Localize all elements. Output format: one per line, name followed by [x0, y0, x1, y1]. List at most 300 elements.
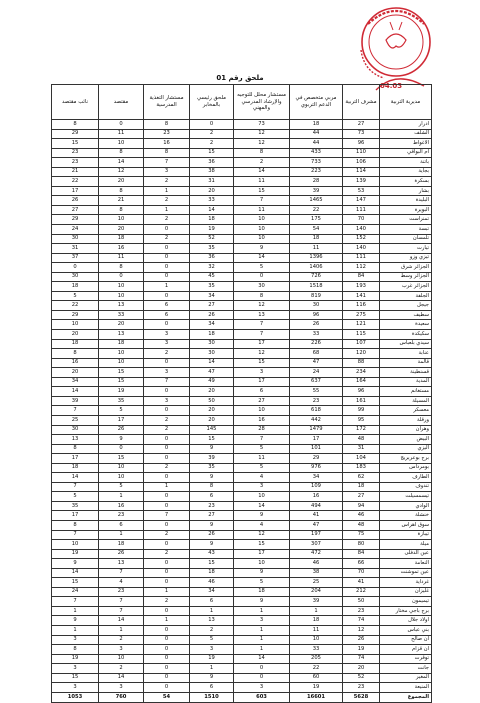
value-cell: 16 [234, 415, 290, 425]
value-cell: 15 [99, 454, 144, 464]
table-row [52, 301, 432, 311]
value-cell: 0 [144, 225, 190, 235]
value-cell: 17 [234, 377, 290, 387]
value-cell: 0 [144, 320, 190, 330]
directorate-cell: الشلف [380, 129, 432, 139]
value-cell: 14 [52, 387, 99, 397]
value-cell: 14 [234, 501, 290, 511]
value-cell: 2 [99, 664, 144, 674]
value-cell: 27 [343, 120, 380, 130]
value-cell: 30 [190, 339, 234, 349]
table-row [52, 444, 432, 454]
value-cell: 52 [343, 673, 380, 683]
value-cell: 3 [234, 616, 290, 626]
total-value: 1510 [190, 692, 234, 702]
value-cell: 1 [144, 282, 190, 292]
value-cell: 46 [343, 511, 380, 521]
value-cell: 204 [290, 587, 343, 597]
value-cell: 30 [52, 425, 99, 435]
value-cell: 35 [99, 396, 144, 406]
value-cell: 2 [144, 549, 190, 559]
value-cell: 10 [99, 282, 144, 292]
value-cell: 37 [52, 253, 99, 263]
table-row [52, 282, 432, 292]
value-cell: 21 [52, 167, 99, 177]
table-row [52, 530, 432, 540]
directorate-cell: ام البواقي [380, 148, 432, 158]
value-cell: 38 [190, 167, 234, 177]
total-value: 54 [144, 692, 190, 702]
table-row [52, 473, 432, 483]
value-cell: 26 [190, 530, 234, 540]
column-header: مستشار محلل للتوجيه والإرشاد المدرسي والمهني [234, 85, 290, 120]
value-cell: 1396 [290, 253, 343, 263]
value-cell: 15 [190, 148, 234, 158]
value-cell: 18 [190, 568, 234, 578]
value-cell: 0 [144, 244, 190, 254]
directorate-cell: البويرة [380, 205, 432, 215]
value-cell: 13 [190, 616, 234, 626]
table-row [52, 368, 432, 378]
value-cell: 27 [234, 396, 290, 406]
value-cell: 10 [234, 406, 290, 416]
value-cell: 2 [144, 177, 190, 187]
value-cell: 1479 [290, 425, 343, 435]
table-row [52, 320, 432, 330]
table-row [52, 310, 432, 320]
directorate-cell: عنابة [380, 349, 432, 359]
value-cell: 140 [343, 225, 380, 235]
value-cell: 0 [144, 540, 190, 550]
table-row [52, 186, 432, 196]
value-cell: 34 [190, 320, 234, 330]
value-cell: 46 [290, 559, 343, 569]
value-cell: 0 [144, 568, 190, 578]
value-cell: 43 [190, 549, 234, 559]
value-cell: 26 [99, 425, 144, 435]
value-cell: 3 [234, 683, 290, 693]
value-cell: 6 [190, 683, 234, 693]
value-cell: 14 [52, 473, 99, 483]
value-cell: 55 [290, 387, 343, 397]
directorate-cell: المنيعة [380, 683, 432, 693]
value-cell: 6 [190, 597, 234, 607]
total-value: 1053 [52, 692, 99, 702]
value-cell: 12 [234, 530, 290, 540]
value-cell: 733 [290, 158, 343, 168]
value-cell: 35 [190, 463, 234, 473]
value-cell: 23 [99, 587, 144, 597]
directorate-cell: اولاد جلال [380, 616, 432, 626]
value-cell: 10 [99, 291, 144, 301]
value-cell: 11 [99, 129, 144, 139]
total-value: 16601 [290, 692, 343, 702]
column-header: مديرية التربية [380, 85, 432, 120]
directorate-cell: تيبازة [380, 530, 432, 540]
value-cell: 9 [234, 568, 290, 578]
total-label: المجموع [380, 692, 432, 702]
value-cell: 23 [99, 511, 144, 521]
value-cell: 14 [190, 358, 234, 368]
value-cell: 2 [144, 215, 190, 225]
value-cell: 15 [99, 377, 144, 387]
value-cell: 88 [343, 358, 380, 368]
value-cell: 35 [52, 501, 99, 511]
directorate-cell: تيزي وزو [380, 253, 432, 263]
directorate-cell: تلمسان [380, 234, 432, 244]
directorate-cell: الجزائر غرب [380, 282, 432, 292]
column-header: نائب مقتصد [52, 85, 99, 120]
value-cell: 19 [290, 683, 343, 693]
value-cell: 9 [190, 673, 234, 683]
value-cell: 2 [144, 463, 190, 473]
directorate-cell: برج بوعريريج [380, 454, 432, 464]
value-cell: 1 [290, 606, 343, 616]
column-header: مشرف التربية [343, 85, 380, 120]
value-cell: 2 [190, 625, 234, 635]
value-cell: 96 [290, 310, 343, 320]
value-cell: 15 [234, 358, 290, 368]
value-cell: 9 [52, 559, 99, 569]
value-cell: 20 [52, 330, 99, 340]
value-cell: 0 [144, 358, 190, 368]
value-cell: 9 [52, 616, 99, 626]
value-cell: 27 [190, 301, 234, 311]
value-cell: 140 [343, 244, 380, 254]
value-cell: 20 [190, 415, 234, 425]
value-cell: 3 [99, 645, 144, 655]
value-cell: 0 [144, 606, 190, 616]
total-value: 5628 [343, 692, 380, 702]
value-cell: 95 [343, 415, 380, 425]
value-cell: 145 [190, 425, 234, 435]
value-cell: 12 [234, 349, 290, 359]
value-cell: 7 [52, 482, 99, 492]
directorate-cell: الوادي [380, 501, 432, 511]
table-row [52, 396, 432, 406]
value-cell: 6 [234, 387, 290, 397]
value-cell: 3 [144, 368, 190, 378]
value-cell: 5 [234, 463, 290, 473]
directorate-cell: بومرداس [380, 463, 432, 473]
value-cell: 35 [190, 282, 234, 292]
value-cell: 2 [144, 196, 190, 206]
value-cell: 0 [144, 578, 190, 588]
table-row [52, 415, 432, 425]
value-cell: 9 [234, 597, 290, 607]
value-cell: 18 [190, 330, 234, 340]
value-cell: 13 [52, 435, 99, 445]
table-row [52, 664, 432, 674]
value-cell: 5 [234, 444, 290, 454]
value-cell: 52 [190, 234, 234, 244]
value-cell: 17 [52, 454, 99, 464]
value-cell: 10 [290, 635, 343, 645]
value-cell: 0 [144, 673, 190, 683]
table-row [52, 406, 432, 416]
value-cell: 18 [234, 587, 290, 597]
value-cell: 8 [144, 148, 190, 158]
value-cell: 7 [52, 406, 99, 416]
value-cell: 10 [99, 139, 144, 149]
value-cell: 84 [343, 272, 380, 282]
value-cell: 10 [234, 215, 290, 225]
table-row [52, 330, 432, 340]
directorate-cell: قسنطينة [380, 368, 432, 378]
table-row [52, 501, 432, 511]
value-cell: 22 [290, 205, 343, 215]
value-cell: 39 [52, 396, 99, 406]
value-cell: 3 [144, 330, 190, 340]
directorate-cell: غليزان [380, 587, 432, 597]
value-cell: 2 [190, 129, 234, 139]
table-row [52, 540, 432, 550]
table-row [52, 177, 432, 187]
value-cell: 618 [290, 406, 343, 416]
value-cell: 60 [290, 673, 343, 683]
value-cell: 30 [234, 282, 290, 292]
value-cell: 14 [99, 616, 144, 626]
table-row [52, 244, 432, 254]
value-cell: 307 [290, 540, 343, 550]
value-cell: 8 [234, 148, 290, 158]
value-cell: 5 [234, 578, 290, 588]
value-cell: 16 [144, 139, 190, 149]
value-cell: 197 [290, 530, 343, 540]
value-cell: 726 [290, 272, 343, 282]
value-cell: 107 [343, 339, 380, 349]
value-cell: 20 [52, 368, 99, 378]
value-cell: 16 [99, 244, 144, 254]
total-value: 603 [234, 692, 290, 702]
value-cell: 9 [234, 511, 290, 521]
value-cell: 31 [52, 244, 99, 254]
value-cell: 9 [190, 540, 234, 550]
table-row [52, 559, 432, 569]
value-cell: 3 [234, 482, 290, 492]
table-row [52, 520, 432, 530]
directorate-cell: تيارت [380, 244, 432, 254]
value-cell: 0 [99, 444, 144, 454]
annex-title: ملحق رقم 01 [216, 74, 264, 82]
value-cell: 10 [99, 473, 144, 483]
value-cell: 1 [190, 606, 234, 616]
value-cell: 819 [290, 291, 343, 301]
value-cell: 96 [343, 139, 380, 149]
value-cell: 9 [190, 444, 234, 454]
value-cell: 112 [343, 263, 380, 273]
value-cell: 23 [52, 158, 99, 168]
value-cell: 20 [343, 664, 380, 674]
directorate-cell: معسكر [380, 406, 432, 416]
value-cell: 1406 [290, 263, 343, 273]
value-cell: 44 [290, 139, 343, 149]
value-cell: 10 [99, 654, 144, 664]
directorate-cell: الطارف [380, 473, 432, 483]
value-cell: 26 [99, 549, 144, 559]
value-cell: 1 [99, 530, 144, 540]
table-row [52, 616, 432, 626]
directorate-cell: النعامة [380, 559, 432, 569]
value-cell: 30 [52, 272, 99, 282]
value-cell: 7 [99, 597, 144, 607]
value-cell: 8 [52, 349, 99, 359]
directorate-cell: المغير [380, 673, 432, 683]
value-cell: 17 [234, 549, 290, 559]
value-cell: 19 [52, 654, 99, 664]
value-cell: 19 [190, 654, 234, 664]
value-cell: 8 [99, 148, 144, 158]
directorate-cell: البيض [380, 435, 432, 445]
value-cell: 172 [343, 425, 380, 435]
value-cell: 101 [290, 444, 343, 454]
value-cell: 14 [52, 568, 99, 578]
value-cell: 8 [52, 645, 99, 655]
value-cell: 15 [234, 540, 290, 550]
value-cell: 11 [290, 625, 343, 635]
directorate-cell: المسيلة [380, 396, 432, 406]
value-cell: 12 [234, 139, 290, 149]
value-cell: 25 [290, 578, 343, 588]
value-cell: 164 [343, 377, 380, 387]
value-cell: 5 [234, 263, 290, 273]
directorate-cell: سعيدة [380, 320, 432, 330]
value-cell: 70 [343, 215, 380, 225]
directorate-cell: تيسمسيلت [380, 492, 432, 502]
value-cell: 116 [343, 301, 380, 311]
column-header: ملحق رئيسي بالمخابر [190, 85, 234, 120]
value-cell: 8 [190, 482, 234, 492]
value-cell: 10 [99, 463, 144, 473]
value-cell: 11 [234, 205, 290, 215]
value-cell: 1 [234, 606, 290, 616]
directorate-cell: قالمة [380, 358, 432, 368]
value-cell: 433 [290, 148, 343, 158]
value-cell: 15 [52, 139, 99, 149]
value-cell: 3 [52, 635, 99, 645]
value-cell: 0 [99, 272, 144, 282]
value-cell: 12 [234, 301, 290, 311]
value-cell: 2 [99, 635, 144, 645]
value-cell: 36 [190, 158, 234, 168]
value-cell: 23 [52, 148, 99, 158]
value-cell: 23 [343, 606, 380, 616]
directorate-cell: سطيف [380, 310, 432, 320]
value-cell: 275 [343, 310, 380, 320]
directorate-cell: بشار [380, 186, 432, 196]
value-cell: 10 [234, 225, 290, 235]
directorate-cell: ورقلة [380, 415, 432, 425]
value-cell: 22 [52, 177, 99, 187]
value-cell: 6 [99, 520, 144, 530]
value-cell: 0 [144, 272, 190, 282]
table-row [52, 387, 432, 397]
value-cell: 0 [144, 654, 190, 664]
table-row [52, 167, 432, 177]
table-row [52, 196, 432, 206]
value-cell: 15 [52, 673, 99, 683]
value-cell: 1 [234, 645, 290, 655]
value-cell: 14 [234, 654, 290, 664]
table-row [52, 654, 432, 664]
table-row [52, 339, 432, 349]
value-cell: 0 [144, 473, 190, 483]
value-cell: 22 [290, 664, 343, 674]
value-cell: 39 [290, 597, 343, 607]
value-cell: 34 [190, 291, 234, 301]
value-cell: 24 [52, 587, 99, 597]
value-cell: 39 [190, 454, 234, 464]
value-cell: 27 [52, 205, 99, 215]
table-row [52, 158, 432, 168]
value-cell: 21 [99, 196, 144, 206]
value-cell: 0 [144, 454, 190, 464]
value-cell: 27 [190, 511, 234, 521]
value-cell: 7 [234, 196, 290, 206]
table-row [52, 120, 432, 130]
value-cell: 7 [52, 530, 99, 540]
value-cell: 5 [52, 492, 99, 502]
value-cell: 5 [99, 482, 144, 492]
value-cell: 7 [144, 511, 190, 521]
value-cell: 3 [190, 645, 234, 655]
value-cell: 45 [190, 272, 234, 282]
value-cell: 1 [144, 205, 190, 215]
value-cell: 1 [52, 606, 99, 616]
value-cell: 2 [190, 139, 234, 149]
value-cell: 109 [290, 482, 343, 492]
table-total-row [52, 692, 432, 702]
directorate-cell: المدية [380, 377, 432, 387]
value-cell: 99 [343, 406, 380, 416]
value-cell: 0 [52, 263, 99, 273]
value-cell: 5 [190, 635, 234, 645]
value-cell: 0 [144, 263, 190, 273]
value-cell: 121 [343, 320, 380, 330]
table-row [52, 272, 432, 282]
directorate-cell: ادرار [380, 120, 432, 130]
value-cell: 106 [343, 158, 380, 168]
value-cell: 4 [99, 578, 144, 588]
table-row [52, 129, 432, 139]
table-row [52, 597, 432, 607]
table-row [52, 148, 432, 158]
value-cell: 4 [234, 520, 290, 530]
value-cell: 472 [290, 549, 343, 559]
value-cell: 3 [144, 339, 190, 349]
value-cell: 41 [343, 578, 380, 588]
value-cell: 0 [234, 673, 290, 683]
value-cell: 14 [234, 253, 290, 263]
value-cell: 15 [52, 578, 99, 588]
value-cell: 33 [190, 196, 234, 206]
table-row [52, 549, 432, 559]
value-cell: 161 [343, 396, 380, 406]
directorate-cell: بسكرة [380, 177, 432, 187]
value-cell: 23 [190, 501, 234, 511]
value-cell: 66 [343, 559, 380, 569]
value-cell: 15 [190, 559, 234, 569]
value-cell: 2 [144, 597, 190, 607]
directorate-cell: الجلفة [380, 291, 432, 301]
value-cell: 11 [99, 253, 144, 263]
value-cell: 46 [190, 578, 234, 588]
value-cell: 8 [99, 186, 144, 196]
value-cell: 8 [52, 520, 99, 530]
value-cell: 41 [290, 511, 343, 521]
directorate-cell: تمنراست [380, 215, 432, 225]
value-cell: 23 [144, 129, 190, 139]
